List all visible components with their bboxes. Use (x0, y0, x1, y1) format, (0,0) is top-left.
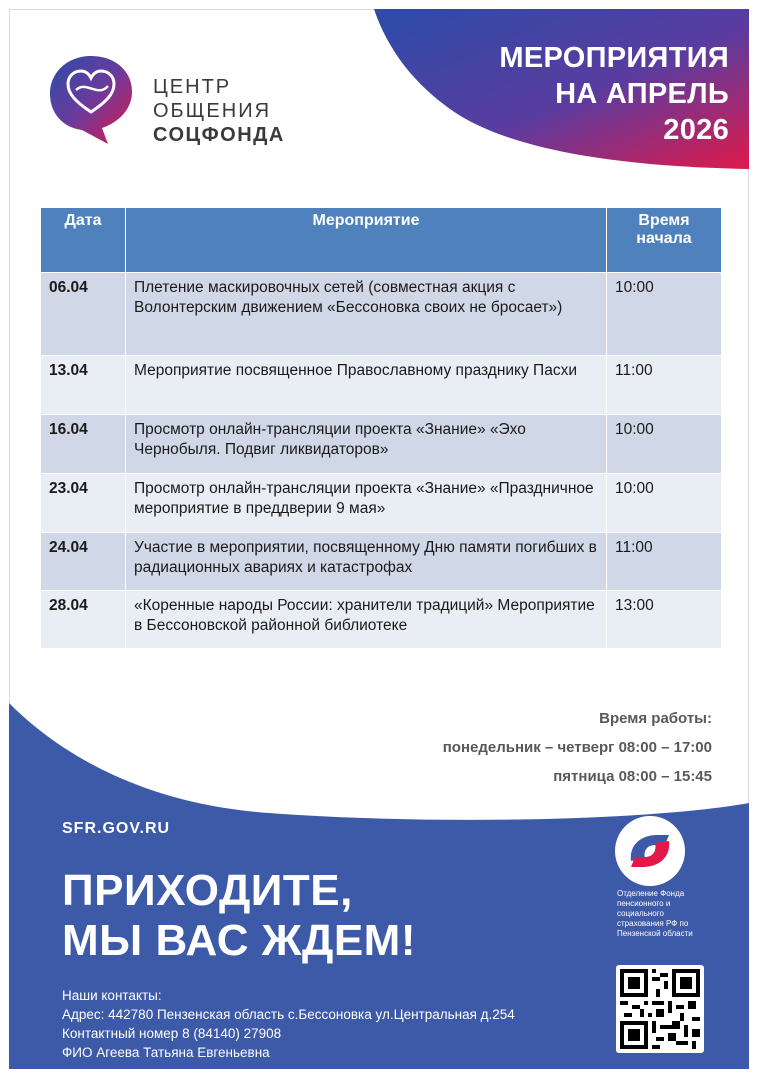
slogan-line: МЫ ВАС ЖДЕМ! (62, 916, 416, 965)
row-event: Мероприятие посвященное Православному празднику Пасхи (126, 356, 607, 415)
table-row (41, 474, 722, 533)
row-date: 28.04 (41, 591, 126, 649)
work-hours-title: Время работы: (599, 710, 712, 727)
column-header-time: Время начала (607, 208, 722, 273)
row-time: 11:00 (607, 356, 722, 415)
contacts-phone: Контактный номер 8 (84140) 27908 (62, 1026, 282, 1041)
heart-speech-bubble-icon (46, 50, 136, 145)
header-title-line: МЕРОПРИЯТИЯ (499, 42, 729, 74)
column-header-date: Дата (41, 208, 126, 273)
row-event: Просмотр онлайн-трансляции проекта «Знание» «Эхо Чернобыля. Подвиг ликвидаторов» (126, 415, 607, 474)
work-hours-weekdays: понедельник – четверг 08:00 – 17:00 (442, 739, 712, 756)
logo-line: ЦЕНТР (153, 76, 232, 98)
row-date: 24.04 (41, 533, 126, 591)
row-date: 16.04 (41, 415, 126, 474)
row-time: 10:00 (607, 273, 722, 356)
contacts-title: Наши контакты: (62, 988, 162, 1003)
table-row (41, 356, 722, 415)
header-title-line: НА АПРЕЛЬ (555, 78, 729, 110)
row-date: 06.04 (41, 273, 126, 356)
qr-code-icon[interactable] (616, 965, 704, 1053)
table-row (41, 415, 722, 474)
row-date: 13.04 (41, 356, 126, 415)
site-link[interactable]: SFR.GOV.RU (62, 820, 171, 837)
contacts-address: Адрес: 442780 Пензенская область с.Бессоновка ул.Центральная д.254 (62, 1007, 515, 1022)
row-event: «Коренные народы России: хранители традиций» Мероприятие в Бессоновской районной библиотеке (126, 591, 607, 649)
row-event: Плетение маскировочных сетей (совместная акция с Волонтерским движением «Бессоновка своих не бросает») (126, 273, 607, 356)
table-header-row (41, 208, 722, 273)
events-table (40, 207, 722, 649)
row-event: Просмотр онлайн-трансляции проекта «Знание» «Праздничное мероприятие в преддверии 9 мая» (126, 474, 607, 533)
row-event: Участие в мероприятии, посвященному Дню памяти погибших в радиационных авариях и катастрофах (126, 533, 607, 591)
work-hours-friday: пятница 08:00 – 15:45 (553, 768, 712, 785)
row-time: 11:00 (607, 533, 722, 591)
slogan (62, 866, 416, 966)
sfr-caption: Отделение Фонда пенсионного и социального страхования РФ по Пензенской области (617, 889, 693, 938)
header-title-line: 2026 (663, 114, 729, 146)
sfr-logo-icon (611, 815, 689, 887)
contacts-person: ФИО Агеева Татьяна Евгеньевна (62, 1045, 270, 1060)
row-time: 13:00 (607, 591, 722, 649)
work-hours (443, 704, 712, 791)
logo-line: ОБЩЕНИЯ (153, 100, 272, 122)
logo-text (153, 75, 285, 147)
contacts (62, 986, 515, 1062)
row-date: 23.04 (41, 474, 126, 533)
header-title (499, 40, 729, 148)
row-time: 10:00 (607, 415, 722, 474)
column-header-event: Мероприятие (126, 208, 607, 273)
table-row (41, 533, 722, 591)
logo-line: СОЦФОНДА (153, 124, 285, 146)
table-row (41, 591, 722, 649)
slogan-line: ПРИХОДИТЕ, (62, 866, 353, 915)
row-time: 10:00 (607, 474, 722, 533)
table-row (41, 273, 722, 356)
